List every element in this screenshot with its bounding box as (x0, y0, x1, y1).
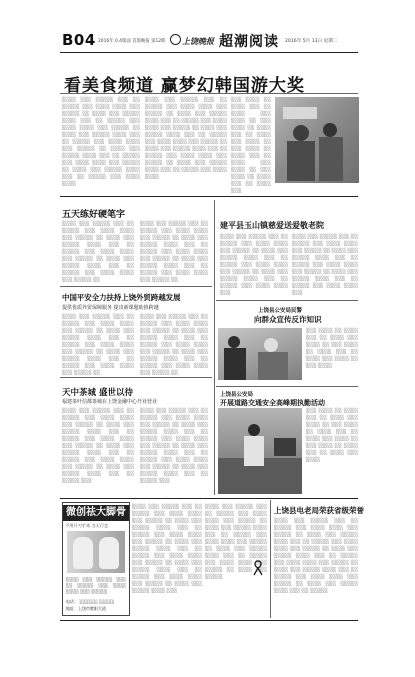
masthead-rule (60, 52, 358, 53)
ad-foot-illustration (67, 531, 125, 573)
divider (216, 300, 358, 301)
page-number: B04 (62, 31, 96, 49)
story3-body-col1: ░░░░ ░░░ ░░░░░ ░░░ ░░ ░░░░░ ░░░ ░░░░ ░░░░ ░░░ ░░░░░ ░░ ░░░░ ░░░ ░░░░░ ░░░░ ░░░ ░░ ░░░░░ ░░░ ░░░░ ░░░░ ░░░ ░░░░░ ░░ ░░░░ ░░░ ░░░░░ ░░░░ ░░░ ░░ ░░░░░ ░░░ ░░░░ ░░░░ ░░░ ░░░░░ ░░ ░░░░ ░░░ ░░░░░ ░░░░ ░░░ ░░ ░░░░░ ░░░ (62, 409, 134, 484)
story6-headline: 开展道路交通安全高峰期执勤活动 (220, 399, 325, 407)
ad-title: 微创祛大脚骨 (63, 505, 129, 521)
issue-date: 2016年 5月 13日 星期二 (285, 39, 338, 44)
story3-headline: 天中茶城 盛世以待 (62, 388, 133, 398)
column-divider (214, 200, 215, 495)
story2-body-col1: ░░░░ ░░░ ░░░░░ ░░░ ░░ ░░░░░ ░░░ ░░░░ ░░░░ ░░░ ░░░░░ ░░ ░░░░ ░░░ ░░░░░ ░░░░ ░░░ ░░ ░░░░░ ░░░ ░░░░ ░░░░ ░░░ ░░░░░ ░░ ░░░░ ░░░ ░░░░░ ░░░░ ░░░ ░░ ░░░░░ ░░░ ░░░░ ░░░░ ░░░ ░░░░░ ░░ (62, 315, 134, 376)
story4-body-col1: ░░░░ ░░░ ░░░░░ ░░░ ░░ ░░░░░ ░░░ ░░░░ ░░░░ ░░░ ░░░░░ ░░ ░░░░ ░░░ ░░░░░ ░░░░ ░░░ ░░ ░░░░░ ░░░ ░░░░ ░░░░ ░░░ ░░░░░ ░░ ░░░░ ░░░ ░░░░░ ░░░░ ░░░ ░░ ░░░░░ ░░░ ░░░░ ░░░░ ░░░ (220, 235, 288, 296)
ad-body: ░░░░ ░░░ ░░░░░ ░░░ ░░ ░░░░░ ░░░ ░░░░ ░░░░ ░░░ ░░░░░ (66, 577, 126, 594)
story7-headline: 上饶县电老局荣获省级荣誉 (274, 506, 364, 515)
footer-rule (60, 620, 358, 621)
story4-headline: 建平县玉山镇慈爱送爱敬老院 (220, 221, 324, 230)
story2-headline: 中国平安全力扶持上饶外贸跨越发展 (62, 293, 181, 302)
story6-photo (218, 408, 302, 494)
story4-body-col2: ░░░░ ░░░ ░░░░░ ░░░ ░░ ░░░░░ ░░░ ░░░░ ░░░░ ░░░ ░░░░░ ░░ ░░░░ ░░░ ░░░░░ ░░░░ ░░░ ░░ ░░░░░ ░░░ ░░░░ ░░░░ ░░░ ░░░░░ ░░ ░░░░ ░░░ ░░░░░ ░░░░ ░░░ ░░ ░░░░░ ░░░ ░░░░ ░░░░ ░░░ (292, 235, 358, 296)
lead-body-col1: ░░░░ ░░░ ░░░░░ ░░░ ░░ ░░░░░ ░░░ ░░░░ ░░░░ ░░░ ░░░░░ ░░ ░░░░ ░░░ ░░░░░ ░░░░ ░░░ ░░ ░░░░░ ░░░ ░░░░ ░░░░ ░░░ ░░░░░ ░░ ░░░░ ░░░ ░░░░░ ░░░░ ░░░ ░░ ░░░░░ ░░░ ░░░░ ░░░░ ░░░ ░░░░░ ░░ ░░░░ ░░░ ░░░░░ ░░░░ ░░░ ░░ ░░░░░ ░░░ ░░░░ ░░░░ ░░░ ░░░░░ ░░ ░░░░ ░░░ ░░░░░ ░░░░ ░░░ ░░ ░░░░░ ░░░ ░░░░ ░░░░ (62, 98, 140, 187)
lead-headline: 看美食频道 赢梦幻韩国游大奖 (64, 76, 305, 96)
divider (60, 286, 212, 287)
divider (216, 386, 358, 387)
bottom-mid-col1: ░░░░ ░░░ ░░░░░ ░░░ ░░ ░░░░░ ░░░ ░░░░ ░░░░ ░░░ ░░░░░ ░░ ░░░░ ░░░ ░░░░░ ░░░░ ░░░ ░░ ░░░░░ ░░░ ░░░░ ░░░░ ░░░ ░░░░░ ░░ ░░░░ ░░░ ░░░░░ ░░░░ ░░░ ░░ ░░░░░ ░░░ ░░░░ ░░░░ ░░░ ░░░░░ ░░ ░░░░ ░░░ ░░░░░ ░░░░ ░░░ ░░ ░░░░░ ░░░ ░░░░ ░░░░ ░░░ ░░░░░ ░░ ░░░░ ░░░ ░░░░░ ░░░░ ░░░ (132, 505, 202, 594)
story1-body-col2: ░░░░ ░░░ ░░░░░ ░░░ ░░ ░░░░░ ░░░ ░░░░ ░░░░ ░░░ ░░░░░ ░░ ░░░░ ░░░ ░░░░░ ░░░░ ░░░ ░░ ░░░░░ ░░░ ░░░░ ░░░░ ░░░ ░░░░░ ░░ ░░░░ ░░░ ░░░░░ ░░░░ ░░░ ░░ ░░░░░ ░░░ ░░░░ ░░░░ ░░░ ░░░░░ ░░ (140, 222, 208, 283)
divider (60, 498, 358, 499)
column-divider (270, 500, 271, 618)
divider (60, 93, 358, 94)
divider (60, 377, 212, 378)
lead-photo (275, 97, 359, 183)
story5-kicker: 上饶县公安局民警 (258, 308, 303, 314)
story5-photo (218, 328, 302, 380)
bottom-mid-col2: ░░░░ ░░░ ░░░░░ ░░░ ░░ ░░░░░ ░░░ ░░░░ ░░░░ ░░░ ░░░░░ ░░ ░░░░ ░░░ ░░░░░ ░░░░ ░░░ ░░ ░░░░░ ░░░ ░░░░ ░░░░ ░░░ ░░░░░ ░░ ░░░░ ░░░ ░░░░░ ░░░░ ░░░ ░░ ░░░░░ ░░░ ░░░░ ░░░░ ░░░ ░░░░░ ░░ ░░░░ ░░░ ░░░░░ (205, 505, 267, 580)
lead-body-col2: ░░░░ ░░░ ░░░░░ ░░░ ░░ ░░░░░ ░░░ ░░░░ ░░░░ ░░░ ░░░░░ ░░ ░░░░ ░░░ ░░░░░ ░░░░ ░░░ ░░ ░░░░░ ░░░ ░░░░ ░░░░ ░░░ ░░░░░ ░░ ░░░░ ░░░ ░░░░░ ░░░░ ░░░ ░░ ░░░░░ ░░░ ░░░░ ░░░░ ░░░ ░░░░░ ░░ ░░░░ ░░░ ░░░░░ ░░░░ ░░░ ░░ ░░░░░ ░░░ ░░░░ ░░░░ ░░░ ░░░░░ ░░ ░░░░ ░░░ ░░░░░ ░░░░ ░░░ ░░ ░░░░░ ░░░ ░░░░ ░░░░ (145, 98, 227, 180)
story6-kicker: 上饶县公安局 (220, 392, 254, 398)
story2-body-col2: ░░░░ ░░░ ░░░░░ ░░░ ░░ ░░░░░ ░░░ ░░░░ ░░░░ ░░░ ░░░░░ ░░ ░░░░ ░░░ ░░░░░ ░░░░ ░░░ ░░ ░░░░░ ░░░ ░░░░ ░░░░ ░░░ ░░░░░ ░░ ░░░░ ░░░ ░░░░░ ░░░░ ░░░ ░░ ░░░░░ ░░░ ░░░░ ░░░░ ░░░ ░░░░░ ░░ (140, 315, 208, 376)
story3-subheadline: 福建茶叶信都茶城在上饶金融中心开业营业 (62, 399, 158, 405)
story1-body-col1: ░░░░ ░░░ ░░░░░ ░░░ ░░ ░░░░░ ░░░ ░░░░ ░░░░ ░░░ ░░░░░ ░░ ░░░░ ░░░ ░░░░░ ░░░░ ░░░ ░░ ░░░░░ ░░░ ░░░░ ░░░░ ░░░ ░░░░░ ░░ ░░░░ ░░░ ░░░░░ ░░░░ ░░░ ░░ ░░░░░ ░░░ ░░░░ ░░░░ ░░░ ░░░░░ ░░ (62, 222, 134, 283)
ad-phone: 电话： ░░░░░░ ░░░░░ (66, 599, 115, 604)
masthead-meta: 2016年 0.4版面 首都晚报 第12期 (98, 39, 166, 44)
ad-address: 地址：上饶市紫阳大道 (66, 606, 106, 611)
lead-body-col3: ░░░ ░░░░ ░░ ░░░░ ░░░ ░░ ░░░░ ░░░ ░░░░ ░░ ░░░ ░░░░ ░░ ░░░░ ░░░ ░░ ░░░░ ░░░ ░░░░ ░░ ░░░ ░░░░ ░░ ░░░░ ░░░ ░░ ░░░░ ░░░ ░░░░ ░░ ░░░ ░░░░ ░░ ░░░░ ░░░ ░░ ░░░░ ░░░ (231, 98, 271, 194)
story5-headline: 向群众宣传反诈知识 (254, 315, 322, 324)
story5-caption: ░░░ ░░░░ ░░ ░░░░ ░░░ ░░ ░░░░ ░░░ ░░░░ ░░ ░░░ ░░░░ ░░ ░░░░ ░░░ ░░ ░░░░ ░░░ ░░░░ ░░ ░░░ ░░░░ (306, 329, 358, 369)
ribbon-icon (252, 560, 264, 576)
brand-logo: 上饶晚报 (170, 34, 214, 47)
brand-mark-icon (170, 34, 181, 45)
story1-headline: 五天练好硬笔字 (62, 210, 126, 220)
story7-body: ░░░░ ░░░ ░░░░░ ░░░ ░░ ░░░░░ ░░░ ░░░░ ░░░░ ░░░ ░░░░░ ░░ ░░░░ ░░░ ░░░░░ ░░░░ ░░░ ░░ ░░░░░ ░░░ ░░░░ ░░░░ ░░░ ░░░░░ ░░ ░░░░ ░░░ ░░░░░ ░░░░ ░░░ ░░ ░░░░░ ░░░ ░░░░ ░░░░ ░░░ ░░░░░ ░░ ░░░░ ░░░ ░░░░░ ░░░░ ░░░ ░░ ░░░░░ ░░░ ░░░░ ░░░░ ░░░ ░░░░░ ░░ ░░░░ ░░░ ░░░░░ ░░░░ ░░░ ░░ ░░░░░ (274, 519, 358, 594)
ad-box (62, 502, 130, 616)
divider (60, 196, 358, 197)
section-title: 超潮阅读 (219, 34, 279, 50)
ad-tagline: 不用开刀手术 当天行走 (65, 523, 109, 528)
story6-caption: ░░░ ░░░░ ░░ ░░░░ ░░░ ░░ ░░░░ ░░░ ░░░░ ░░ ░░░ ░░░░ ░░ ░░░░ ░░░ ░░ ░░░░ ░░░ ░░░░ ░░ ░░░ ░░░░ ░░ ░░░░ ░░░ ░░ ░░░░ ░░░ ░░░░ (306, 409, 358, 463)
story2-subheadline: 提供优质外贸保障服务 提出新课题助推跨越 (62, 305, 159, 311)
story3-body-col2: ░░░░ ░░░ ░░░░░ ░░░ ░░ ░░░░░ ░░░ ░░░░ ░░░░ ░░░ ░░░░░ ░░ ░░░░ ░░░ ░░░░░ ░░░░ ░░░ ░░ ░░░░░ ░░░ ░░░░ ░░░░ ░░░ ░░░░░ ░░ ░░░░ ░░░ ░░░░░ ░░░░ ░░░ ░░ ░░░░░ ░░░ ░░░░ ░░░░ ░░░ ░░░░░ ░░ ░░░░ ░░░ ░░░░░ ░░░░ ░░░ ░░ ░░░░░ ░░░ (140, 409, 208, 484)
